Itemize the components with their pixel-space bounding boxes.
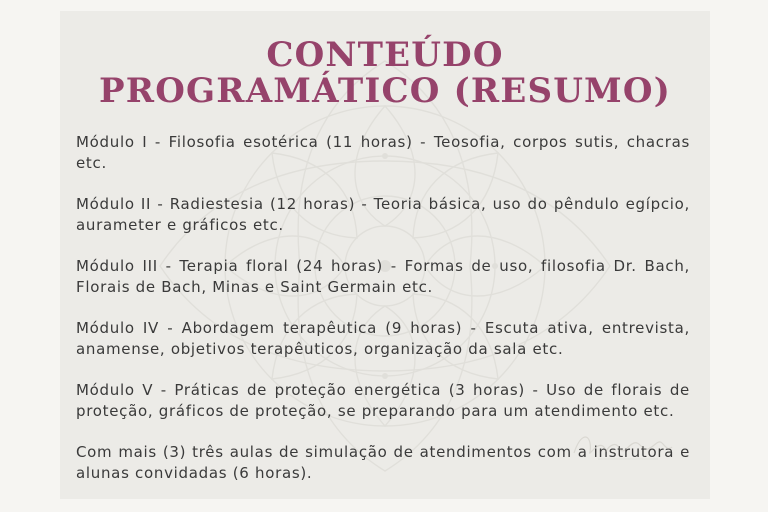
closing-paragraph: Com mais (3) três aulas de simulação de atendimentos com a instrutora e alunas convidadas (6 horas).	[76, 443, 690, 482]
module-paragraph: Módulo IV - Abordagem terapêutica (9 horas) - Escuta ativa, entrevista, anamense, objetivos terapêuticos, organização da sala etc.	[76, 319, 690, 358]
title-line-2: PROGRAMÁTICO (RESUMO)	[99, 71, 671, 111]
module-paragraph: Módulo V - Práticas de proteção energética (3 horas) - Uso de florais de proteção, gráficos de proteção, se preparando para um atendimento etc.	[76, 381, 690, 420]
content-card	[60, 11, 710, 499]
module-paragraph: Módulo II - Radiestesia (12 horas) - Teoria básica, uso do pêndulo egípcio, aurameter e gráficos etc.	[76, 195, 690, 234]
module-paragraph: Módulo III - Terapia floral (24 horas) - Formas de uso, filosofia Dr. Bach, Florais de Bach, Minas e Saint Germain etc.	[76, 257, 690, 296]
module-paragraph: Módulo I - Filosofia esotérica (11 horas) - Teosofia, corpos sutis, chacras etc.	[76, 133, 690, 172]
page-title	[60, 37, 710, 109]
signature-watermark-icon	[568, 425, 678, 465]
title-line-1: CONTEÚDO	[266, 35, 504, 75]
